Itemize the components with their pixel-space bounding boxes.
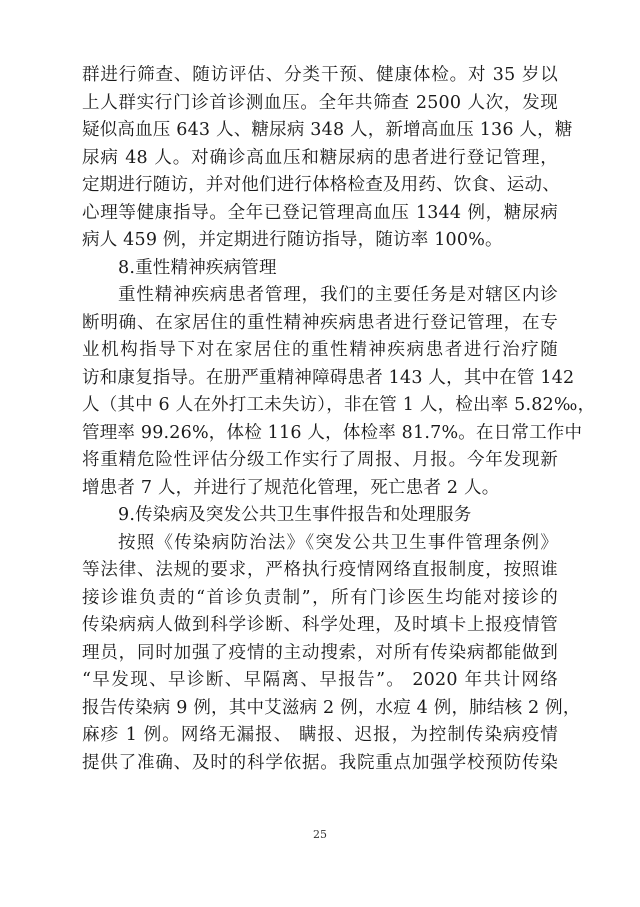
text-line: 业机构指导下对在家居住的重性精神疾病患者进行治疗随 [82, 340, 558, 360]
text-line: “早发现、早诊断、早隔离、早报告”。 2020 年共计网络 [82, 670, 558, 690]
section-heading-9: 9.传染病及突发公共卫生事件报告和处理服务 [118, 505, 472, 525]
text-line: 增患者 7 人，并进行了规范化管理，死亡患者 2 人。 [82, 477, 500, 498]
text-line: 传染病病人做到科学诊断、科学处理，及时填卡上报疫情管 [82, 615, 558, 635]
document-page [82, 62, 596, 777]
text-line: 心理等健康指导。全年已登记管理高血压 1344 例，糖尿病 [82, 202, 558, 223]
text-line: 人（其中 6 人在外打工未失访），非在管 1 人，检出率 5.82‰， [82, 395, 596, 415]
text-line: 接诊谁负责的“首诊负责制”，所有门诊医生均能对接诊的 [82, 587, 558, 608]
text-line: 上人群实行门诊首诊测血压。全年共筛查 2500 人次，发现 [82, 92, 558, 113]
text-line: 将重精危险性评估分级工作实行了周报、月报。今年发现新 [82, 450, 558, 470]
page-number: 25 [313, 828, 327, 841]
text-line: 断明确、在家居住的重性精神疾病患者进行登记管理，在专 [82, 312, 558, 333]
text-line: 群进行筛查、随访评估、分类干预、健康体检。对 35 岁以 [82, 65, 558, 85]
text-line: 疑似高血压 643 人、糖尿病 348 人，新增高血压 136 人，糖 [82, 120, 573, 140]
text-line: 提供了准确、及时的科学依据。我院重点加强学校预防传染 [82, 752, 558, 773]
text-line: 尿病 48 人。对确诊高血压和糖尿病的患者进行登记管理， [82, 147, 558, 168]
text-line: 管理率 99.26%，体检 116 人，体检率 81.7%。在日常工作中 [82, 422, 583, 443]
text-line: 按照《传染病防治法》《突发公共卫生事件管理条例》 [118, 532, 558, 553]
text-line: 理员，同时加强了疫情的主动搜索，对所有传染病都能做到 [82, 642, 558, 663]
text-line: 病人 459 例，并定期进行随访指导，随访率 100%。 [82, 230, 503, 250]
text-line: 等法律、法规的要求，严格执行疫情网络直报制度，按照谁 [82, 560, 558, 580]
text-line: 访和康复指导。在册严重精神障碍患者 143 人，其中在管 142 [82, 367, 575, 388]
section-heading-8: 8.重性精神疾病管理 [118, 257, 277, 278]
paragraph-infectious-disease [82, 530, 581, 778]
text-line: 定期进行随访，并对他们进行体格检查及用药、饮食、运动、 [82, 175, 560, 195]
paragraph-mental-illness [82, 282, 596, 502]
text-line: 重性精神疾病患者管理，我们的主要任务是对辖区内诊 [118, 285, 558, 305]
paragraph-chronic-disease [82, 62, 573, 255]
text-line: 麻疹 1 例。网络无漏报、 瞒报、迟报，为控制传染病疫情 [82, 725, 558, 745]
text-line: 报告传染病 9 例，其中艾滋病 2 例，水痘 4 例，肺结核 2 例， [82, 697, 581, 718]
